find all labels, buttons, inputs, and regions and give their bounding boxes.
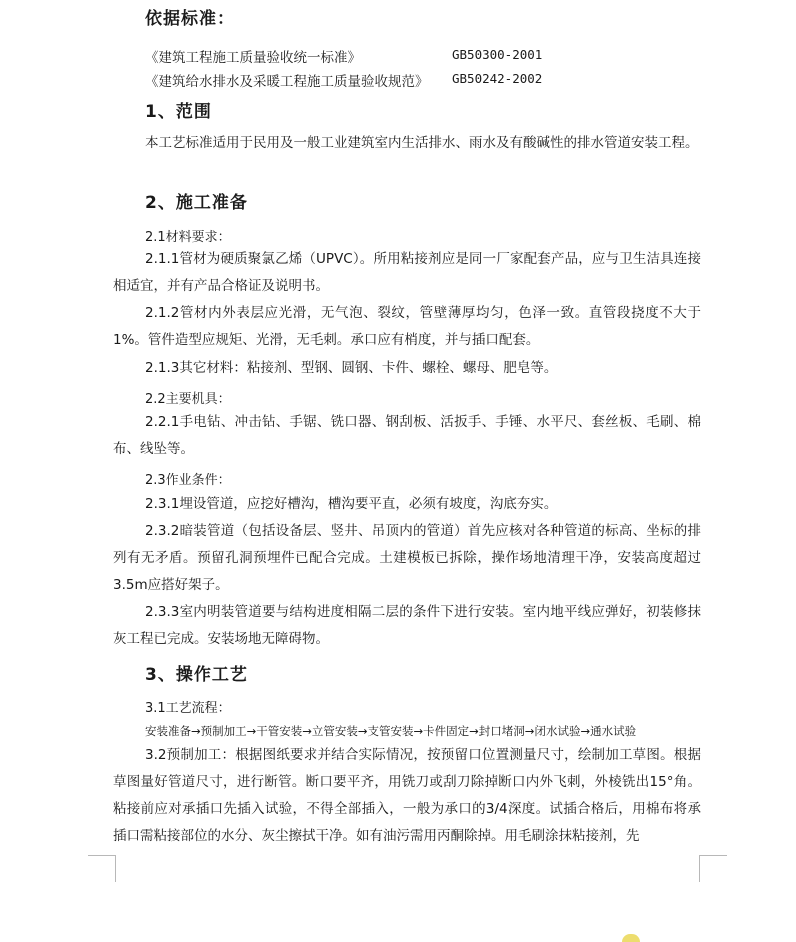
standard-2 [145,70,543,90]
standard-1-name: 《建筑工程施工质量验收统一标准》 [145,50,361,66]
s2-1-2-text: 2.1.2管材内外表层应光滑，无气泡、裂纹，管壁薄厚均匀，色泽一致。直管段挠度不大于1%。管件造型应规矩、光滑，无毛刺。承口应有梢度，并与插口配套。 [113,305,701,348]
s2-3-3-text: 2.3.3室内明装管道要与结构进度相隔二层的条件下进行安装。室内地平线应弹好，初装修抹灰工程已完成。安装场地无障碍物。 [113,604,701,647]
standard-1 [145,46,543,66]
s2-2-1-paragraph [113,409,701,463]
s2-3-2-paragraph [113,518,701,599]
s2-3-heading: 2.3作业条件： [145,473,231,488]
s2-2-1-text: 2.2.1手电钻、冲击钻、手锯、铣口器、钢刮板、活扳手、手锤、水平尺、套丝板、毛刷、棉布、线坠等。 [113,414,701,457]
s3-2-paragraph [113,742,701,850]
process-flow: 安装准备→预制加工→干管安装→立管安装→支管安装→卡件固定→封口堵洞→闭水试验→通水试验 [145,724,637,738]
crop-mark-left-horizontal [88,855,115,856]
corner-decoration-icon [622,934,640,942]
s2-3-2-text: 2.3.2暗装管道（包括设备层、竖井、吊顶内的管道）首先应核对各种管道的标高、坐标的排列有无矛盾。预留孔洞预埋件已配合完成。土建模板已拆除，操作场地清理干净，安装高度超过3.5m应搭好架子。 [113,523,701,593]
crop-mark-right-vertical [699,855,700,882]
s2-2-heading: 2.2主要机具： [145,392,231,407]
s3-2-text: 3.2预制加工：根据图纸要求并结合实际情况，按预留口位置测量尺寸，绘制加工草图。根据草图量好管道尺寸，进行断管。断口要平齐，用铣刀或刮刀除掉断口内外飞刺，外棱铣出15°角。粘接前应对承插口先插入试验，不得全部插入，一般为承口的3/4深度。试插合格后，用棉布将承插口需粘接部位的水分、灰尘擦拭干净。如有油污需用丙酮除掉。用毛刷涂抹粘接剂，先 [113,747,701,844]
s2-1-heading: 2.1材料要求： [145,230,231,245]
s3-1-heading: 3.1工艺流程： [145,701,231,716]
s2-3-1-text: 2.3.1埋设管道，应挖好槽沟，槽沟要平直，必须有坡度，沟底夯实。 [145,496,558,512]
s2-3-1-paragraph [113,491,701,518]
scope-text: 本工艺标准适用于民用及一般工业建筑室内生活排水、雨水及有酸碱性的排水管道安装工程。 [145,135,699,151]
s2-1-3-text: 2.1.3其它材料：粘接剂、型钢、圆钢、卡件、螺栓、螺母、肥皂等。 [145,360,558,376]
section-op-title: 3、操作工艺 [145,665,248,685]
s2-1-1-paragraph [113,246,701,300]
standard-2-name: 《建筑给水排水及采暖工程施工质量验收规范》 [145,74,429,90]
s2-1-3-paragraph [113,355,701,382]
s2-1-1-text: 2.1.1管材为硬质聚氯乙烯（UPVC）。所用粘接剂应是同一厂家配套产品，应与卫生洁具连接相适宜，并有产品合格证及说明书。 [113,251,701,294]
crop-mark-right-horizontal [700,855,727,856]
scope-paragraph [113,130,701,157]
section-prep-title: 2、施工准备 [145,193,248,213]
basis-heading: 依据标准： [145,9,235,29]
crop-mark-left-vertical [115,855,116,882]
standard-2-code: GB50242-2002 [452,71,543,86]
section-scope-title: 1、范围 [145,102,212,122]
standard-1-code: GB50300-2001 [452,47,543,62]
s2-3-3-paragraph [113,599,701,653]
s2-1-2-paragraph [113,300,701,354]
